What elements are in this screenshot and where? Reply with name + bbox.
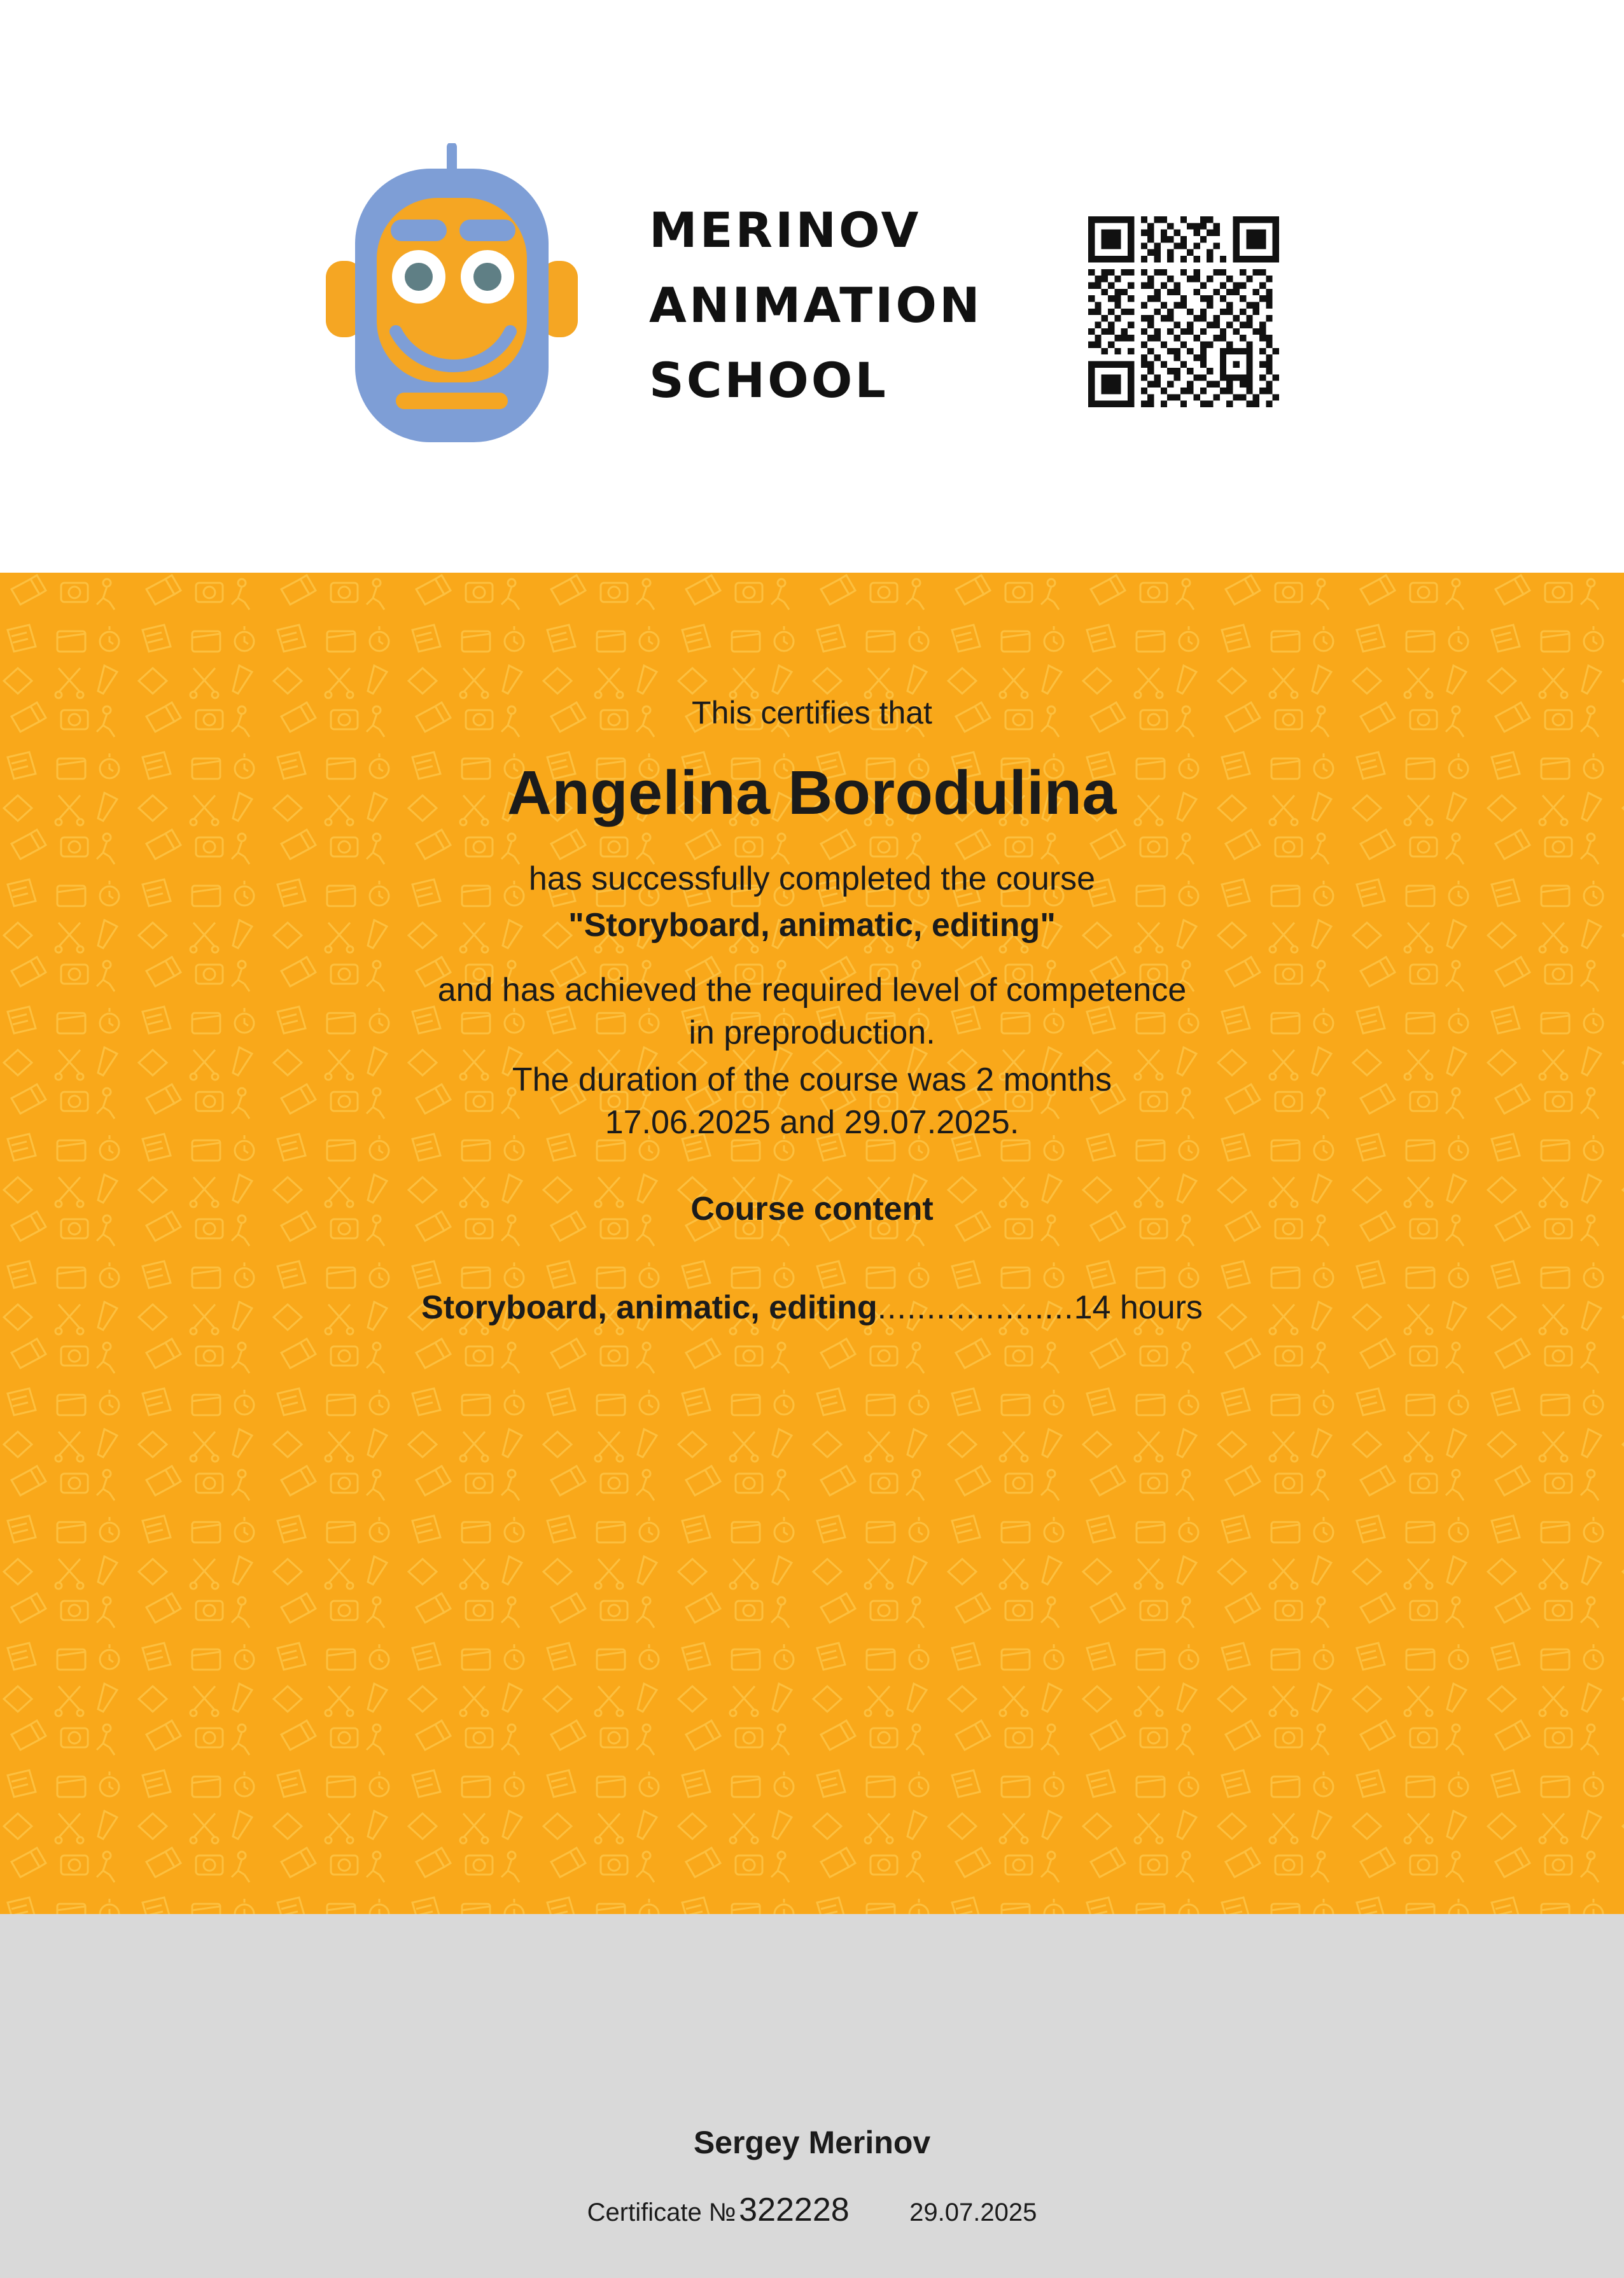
certificate-body	[0, 573, 1624, 1914]
module-name: Storyboard, animatic, editing	[421, 1289, 878, 1326]
brand-line-1: MERINOV	[649, 202, 921, 258]
brand-wordmark	[649, 197, 1031, 433]
module-hours: 14 hours	[1074, 1289, 1203, 1326]
brand-line-2: ANIMATION	[649, 277, 983, 333]
certificate-label: Certificate №	[587, 2198, 736, 2226]
dates-line: 17.06.2025 and 29.07.2025.	[605, 1103, 1019, 1141]
module-dots: ....................	[877, 1289, 1074, 1326]
duration-line: The duration of the course was 2 months	[512, 1061, 1112, 1099]
achieved-line-2: in preproduction.	[689, 1014, 935, 1051]
recipient-name: Angelina Borodulina	[507, 758, 1117, 827]
certifies-line: This certifies that	[692, 695, 932, 730]
certificate-footer	[0, 1914, 1624, 2278]
brand-line-3: SCHOOL	[649, 352, 888, 409]
qr-code-icon[interactable]	[1088, 216, 1279, 407]
robot-mascot-icon	[325, 143, 579, 468]
issue-date: 29.07.2025	[909, 2198, 1037, 2226]
certificate-text-block	[0, 573, 1624, 1329]
achieved-line-1: and has achieved the required level of competence	[437, 972, 1187, 1009]
certificate-header	[0, 0, 1624, 573]
certificate-id-row	[0, 2191, 1624, 2229]
course-module-row	[0, 1231, 1624, 1329]
signer-name: Sergey Merinov	[693, 2125, 931, 2160]
course-title: "Storyboard, animatic, editing"	[568, 906, 1056, 944]
certificate-number: 322228	[739, 2191, 850, 2228]
course-content-heading: Course content	[690, 1191, 934, 1228]
completed-line: has successfully completed the course	[528, 860, 1096, 898]
